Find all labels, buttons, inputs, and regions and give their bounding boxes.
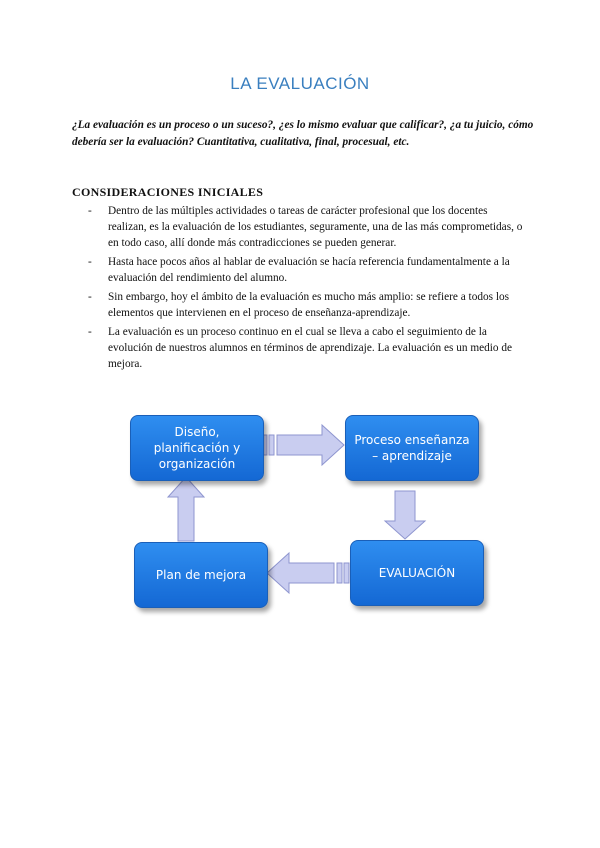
box-design: [130, 415, 264, 481]
arrow-down: [385, 491, 425, 539]
section-heading: CONSIDERACIONES INICIALES: [72, 185, 264, 199]
box-improvement: [134, 542, 268, 608]
arrow-left: [267, 553, 349, 593]
list-item: - La evaluación es un proceso continuo en el cual se lleva a cabo el seguimiento de la evolución de nuestros alumnos en términos de aprendizaje. La evaluación es un medio de mejora.: [88, 324, 528, 372]
box-evaluation: [350, 540, 484, 606]
intro-questions: ¿La evaluación es un proceso o un suceso?, ¿es lo mismo evaluar que calificar?, ¿a tu juicio, cómo debería ser la evaluación? Cuantitativa, cualitativa, final, procesual, etc.: [72, 119, 534, 148]
box-process: [345, 415, 479, 481]
arrow-up: [168, 477, 204, 541]
box-evaluation-label: EVALUACIÓN: [378, 566, 456, 580]
box-design-label: Diseño, planificación y organización: [153, 425, 241, 471]
list-item: - Sin embargo, hoy el ámbito de la evaluación es mucho más amplio: se refiere a todos los elementos que intervienen en el proceso de enseñanza-aprendizaje.: [88, 289, 528, 321]
list-item: - Dentro de las múltiples actividades o tareas de carácter profesional que los docentes realizan, es la evaluación de los estudiantes, seguramente, una de las más comprometidas, o en todo caso, allí donde más contradicciones se pueden generar.: [88, 203, 528, 251]
box-process-label: Proceso enseñanza – aprendizaje: [354, 433, 470, 463]
page-title: LA EVALUACIÓN: [230, 74, 370, 93]
box-improvement-label: Plan de mejora: [155, 568, 247, 582]
considerations-list: [88, 203, 528, 375]
list-item: - Hasta hace pocos años al hablar de evaluación se hacía referencia fundamentalmente a la evaluación del rendimiento del alumno.: [88, 254, 528, 286]
arrow-right: [262, 425, 344, 465]
